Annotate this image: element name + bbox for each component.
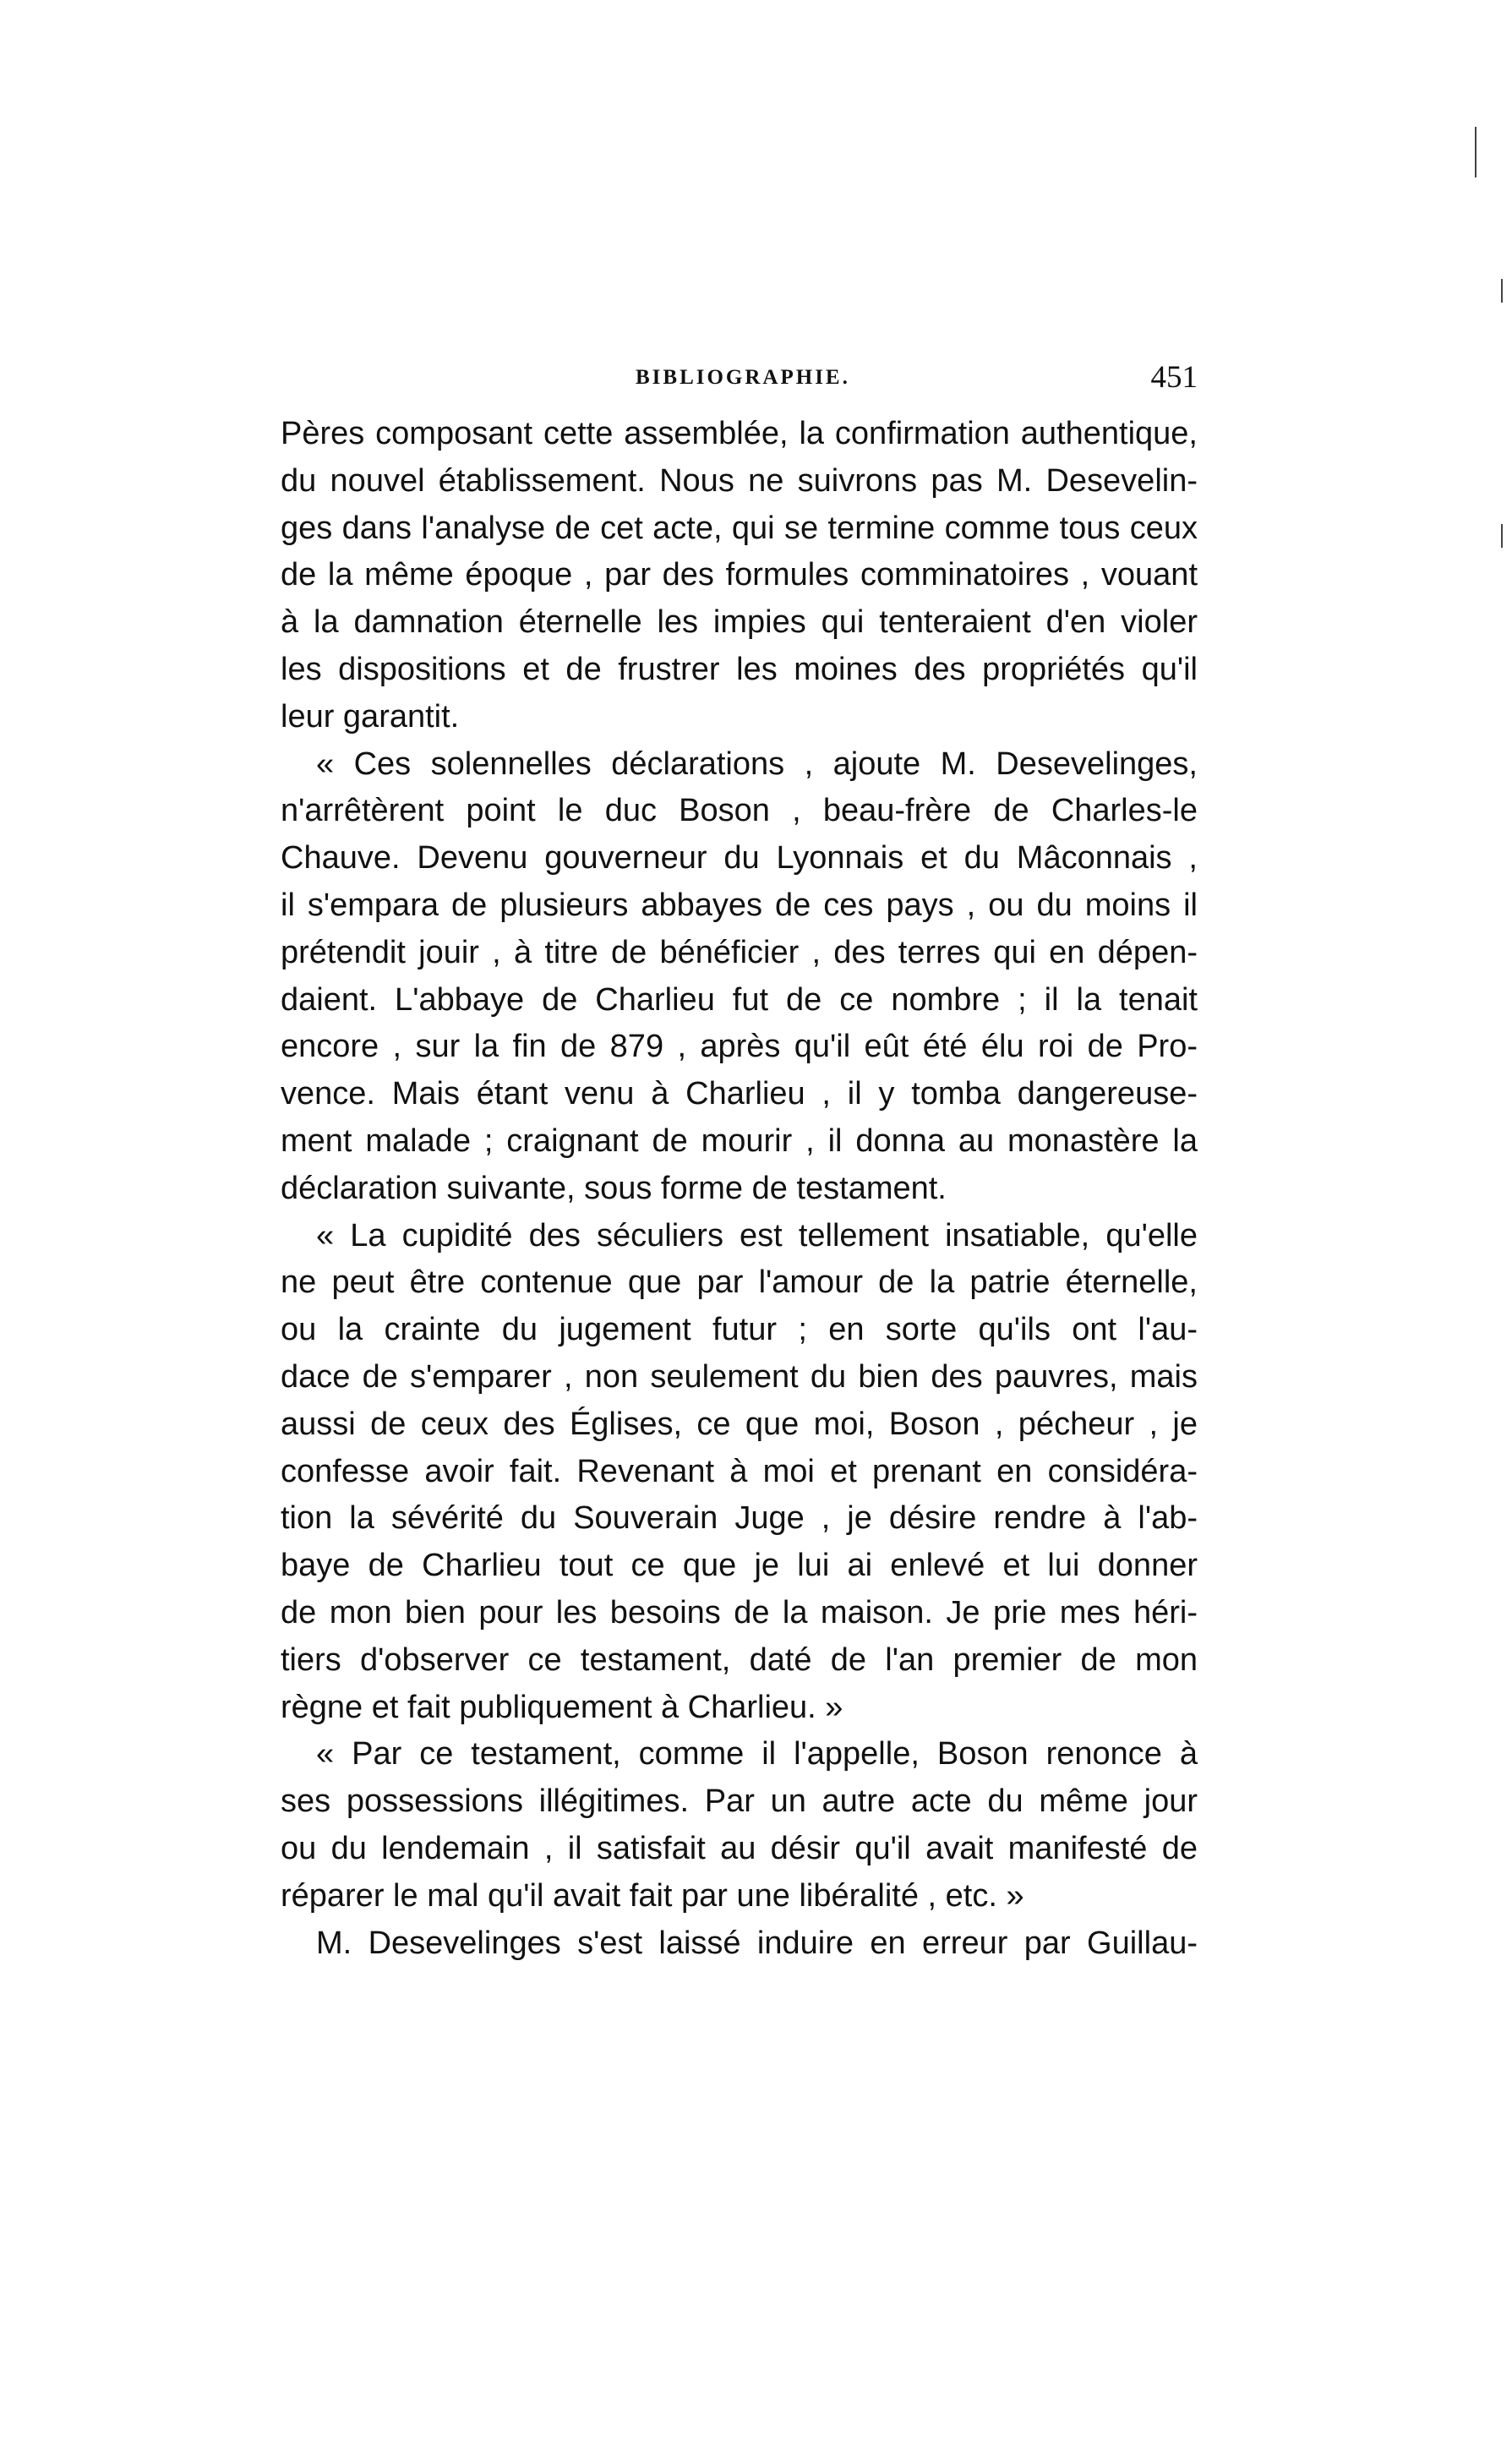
text-line: ment malade ; craignant de mourir , il donna au monastère la — [281, 1122, 1198, 1159]
text-line: dace de s'emparer , non seulement du bien des pauvres, mais — [281, 1358, 1198, 1395]
text-line: les dispositions et de frustrer les moines des propriétés qu'il — [281, 651, 1198, 687]
text-line: déclaration suivante, sous forme de testament. — [281, 1170, 947, 1206]
text-line: Pères composant cette assemblée, la confirmation authentique, — [281, 416, 1198, 451]
text-line: ses possessions illégitimes. Par un autre acte du même jour — [281, 1783, 1198, 1820]
text-line: il s'empara de plusieurs abbayes de ces pays , ou du moins il — [281, 887, 1198, 923]
text-line: réparer le mal qu'il avait fait par une libéralité , etc. » — [281, 1877, 1024, 1914]
text-line: du nouvel établissement. Nous ne suivrons pas M. Desevelin- — [281, 462, 1198, 499]
text-line: ou la crainte du jugement futur ; en sorte qu'ils ont l'au- — [281, 1312, 1198, 1348]
paragraph-start-line: « La cupidité des séculiers est tellement insatiable, qu'elle — [316, 1217, 1198, 1254]
text-line: à la damnation éternelle les impies qui tenteraient d'en violer — [281, 604, 1198, 641]
scan-margin-mark — [1475, 127, 1477, 178]
scan-margin-mark — [1501, 279, 1503, 303]
paragraph-start-line: M. Desevelinges s'est laissé induire en erreur par Guillau- — [316, 1925, 1198, 1961]
text-line: de mon bien pour les besoins de la maison. Je prie mes héri- — [281, 1594, 1198, 1630]
text-line: leur garantit. — [281, 698, 460, 735]
running-title: BIBLIOGRAPHIE. — [636, 366, 850, 389]
text-line: Chauve. Devenu gouverneur du Lyonnais et du Mâconnais , — [281, 840, 1198, 877]
scan-margin-mark — [1501, 524, 1503, 548]
text-line: vence. Mais étant venu à Charlieu , il y tomba dangereuse- — [281, 1076, 1198, 1112]
text-line: daient. L'abbaye de Charlieu fut de ce nombre ; il la tenait — [281, 981, 1198, 1018]
text-line: aussi de ceux des Églises, ce que moi, Boson , pécheur , je — [281, 1406, 1198, 1442]
text-line: tion la sévérité du Souverain Juge , je désire rendre à l'ab- — [281, 1500, 1198, 1537]
body-text — [281, 411, 1198, 1967]
text-line: ne peut être contenue que par l'amour de la patrie éternelle, — [281, 1265, 1198, 1301]
running-head — [281, 359, 1198, 396]
text-line: baye de Charlieu tout ce que je lui ai enlevé et lui donner — [281, 1548, 1198, 1584]
text-line: confesse avoir fait. Revenant à moi et prenant en considéra- — [281, 1453, 1198, 1489]
text-line: tiers d'observer ce testament, daté de l'an premier de mon — [281, 1641, 1198, 1678]
paragraph-start-line: « Par ce testament, comme il l'appelle, Boson renonce à — [316, 1736, 1198, 1772]
text-line: ges dans l'analyse de cet acte, qui se termine comme tous ceux — [281, 510, 1198, 546]
page-number: 451 — [1150, 360, 1198, 395]
text-line: règne et fait publiquement à Charlieu. » — [281, 1689, 843, 1725]
text-line: encore , sur la fin de 879 , après qu'il eût été élu roi de Pro- — [281, 1029, 1198, 1065]
text-line: n'arrêtèrent point le duc Boson , beau-frère de Charles-le — [281, 793, 1198, 829]
text-line: de la même époque , par des formules comminatoires , vouant — [281, 557, 1198, 593]
paragraph-start-line: « Ces solennelles déclarations , ajoute M. Desevelinges, — [316, 746, 1198, 782]
text-line: prétendit jouir , à titre de bénéficier , des terres qui en dépen- — [281, 934, 1198, 970]
text-line: ou du lendemain , il satisfait au désir qu'il avait manifesté de — [281, 1830, 1198, 1866]
